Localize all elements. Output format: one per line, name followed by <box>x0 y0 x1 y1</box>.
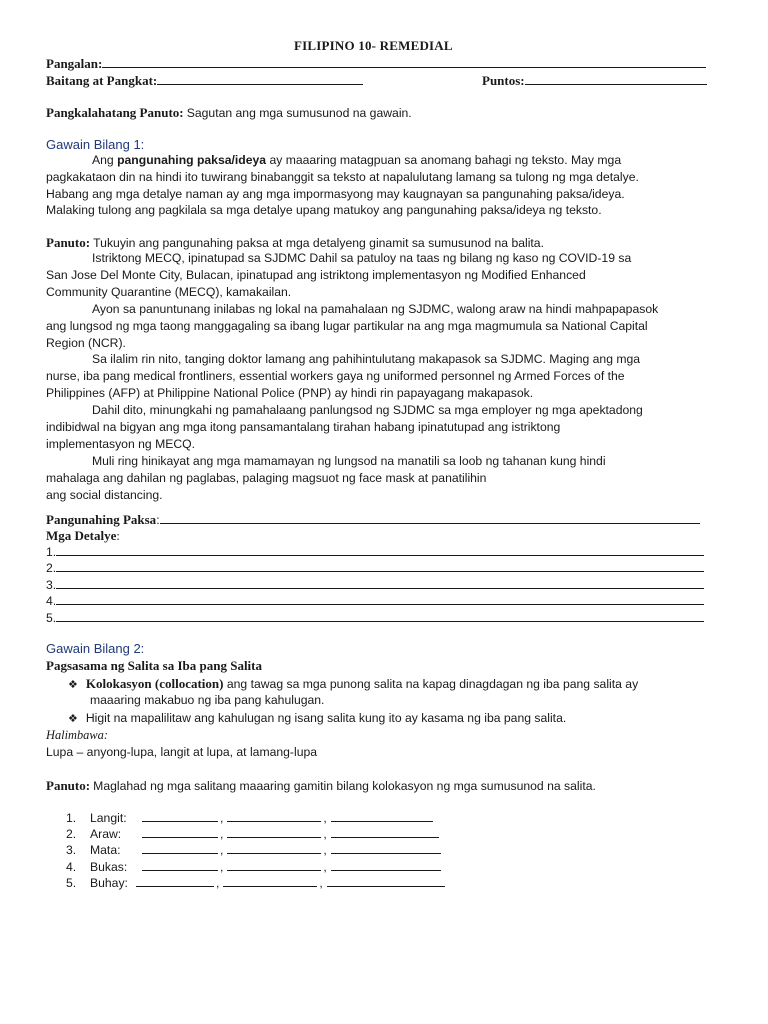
separator-comma: , <box>323 827 327 842</box>
intro-line: pagkakataon din na hindi ito tuwirang binabanggit sa teksto at napalulutang lamang sa tulong ng mga detalye. <box>46 169 639 184</box>
article-line: indibidwal na bigyan ang mga itong pansamantalang tirahan habang ipinatutupad ang istriktong <box>46 420 561 435</box>
collocation-blank[interactable] <box>142 843 218 854</box>
item-number: 4. <box>66 859 77 874</box>
item-number: 3. <box>66 843 77 858</box>
collocation-blank[interactable] <box>331 827 439 838</box>
detail-number: 4. <box>46 594 57 609</box>
name-label: Pangalan: <box>46 56 103 71</box>
activity1-heading: Gawain Bilang 1: <box>46 137 145 152</box>
detail-answer-row <box>46 593 704 608</box>
collocation-blank[interactable] <box>327 876 445 887</box>
bullet-item <box>68 676 638 692</box>
main-topic-colon: : <box>156 513 160 527</box>
item-number: 5. <box>66 875 77 890</box>
separator-comma: , <box>220 859 224 874</box>
collocation-item <box>66 860 441 874</box>
detail-number: 1. <box>46 545 57 559</box>
score-input-line[interactable] <box>525 73 707 85</box>
diamond-bullet-icon: ❖ <box>68 713 78 725</box>
activity1-intro <box>46 152 722 219</box>
article-line: Muli ring hinikayat ang mga mamamayan ng lungsod na manatili sa loob ng tahanan kung hindi <box>92 453 606 468</box>
detail-number: 5. <box>46 610 57 625</box>
example-label: Halimbawa: <box>46 728 108 742</box>
grade-input-line[interactable] <box>157 73 363 85</box>
collocation-item <box>66 843 441 857</box>
separator-comma: , <box>323 859 327 874</box>
detail-answer-row <box>46 577 704 592</box>
detail-answer-line[interactable] <box>56 577 704 589</box>
collocation-blank[interactable] <box>227 827 321 838</box>
article-line: Region (NCR). <box>46 335 126 350</box>
detail-answer-row <box>46 544 704 559</box>
collocation-term: Kolokasyon (collocation) <box>85 676 224 691</box>
example-text: Lupa – anyong-lupa, langit at lupa, at lamang-lupa <box>46 745 318 759</box>
page-title: FILIPINO 10- REMEDIAL <box>294 38 453 53</box>
main-topic-answer-line[interactable] <box>160 512 700 524</box>
article-line: Sa ilalim rin nito, tanging doktor lamang ang pahihintulutang makapasok sa SJDMC. Maging ang mga <box>92 352 641 367</box>
collocation-item <box>66 811 433 825</box>
item-word: Bukas: <box>90 859 128 874</box>
intro-line-1 <box>46 152 722 169</box>
activity2-heading: Gawain Bilang 2: <box>46 641 145 656</box>
collocation-item <box>66 876 445 890</box>
bullet1-text: ang tawag sa mga punong salita na kapag dinagdagan ng iba pang salita ay <box>226 677 639 691</box>
activity1-instruction <box>46 235 544 251</box>
bullet2-text: Higit na mapalilitaw ang kahulugan ng isang salita kung ito ay kasama ng iba pang salita. <box>85 711 567 725</box>
separator-comma: , <box>216 875 220 890</box>
collocation-blank[interactable] <box>142 811 218 822</box>
name-input-line[interactable] <box>102 56 706 68</box>
article-line: Dahil dito, minungkahi ng pamahalaang panlungsod ng SJDMC sa mga employer ng mga apektadong <box>92 403 643 418</box>
detail-answer-line[interactable] <box>56 560 704 572</box>
grade-label: Baitang at Pangkat: <box>46 73 158 88</box>
detail-answer-row <box>46 560 704 575</box>
diamond-bullet-icon: ❖ <box>68 679 78 691</box>
article-line: Ayon sa panuntunang inilabas ng lokal na pamahalaan ng SJDMC, walong araw na hindi mahpapapasok <box>92 301 659 316</box>
intro-line: Habang ang mga detalye naman ay ang mga impormasyong may kaugnayan sa pangunahing paksa/ideya. <box>46 186 625 201</box>
main-topic-row <box>46 512 700 528</box>
collocation-blank[interactable] <box>136 876 214 887</box>
intro-line: Malaking tulong ang pagkilala sa mga detalye upang matukoy ang pangunahing paksa/ideya ng teksto. <box>46 203 602 218</box>
item-word: Araw: <box>90 827 122 842</box>
separator-comma: , <box>220 811 224 825</box>
activity2-subheading: Pagsasama ng Salita sa Iba pang Salita <box>46 658 262 673</box>
separator-comma: , <box>323 843 327 858</box>
article-line: implementasyon ng MECQ. <box>46 436 196 451</box>
detail-answer-line[interactable] <box>56 544 704 556</box>
collocation-blank[interactable] <box>142 827 218 838</box>
article-line: ang lungsod ng mga taong manggagaling sa ibang lugar partikular na ang mga magmumula sa National Capital <box>46 318 648 333</box>
collocation-blank[interactable] <box>331 843 441 854</box>
article-line: San Jose Del Monte City, Bulacan, ipinatupad ang istriktong implementasyon ng Modified Enhanced <box>46 267 586 282</box>
article-line: mahalaga ang dahilan ng paglabas, palaging magsuot ng face mask at panatilihin <box>46 470 487 485</box>
instruction-label: Panuto: <box>46 235 91 250</box>
details-colon: : <box>116 529 120 543</box>
collocation-blank[interactable] <box>331 811 433 822</box>
instruction-label: Panuto: <box>46 778 91 793</box>
collocation-item <box>66 827 439 841</box>
detail-answer-line[interactable] <box>56 593 704 605</box>
separator-comma: , <box>220 827 224 842</box>
intro-lead: Ang <box>92 153 114 167</box>
detail-answer-line[interactable] <box>56 610 704 622</box>
article-line: Istriktong MECQ, ipinatupad sa SJDMC Dahil sa patuloy na taas ng bilang ng kaso ng COVID-19 sa <box>92 251 632 265</box>
article-line: nurse, iba pang medical frontliners, essential workers gaya ng uniformed personnel ng Armed Forces of the <box>46 369 625 384</box>
activity2-instruction <box>46 778 596 794</box>
bullet1-continuation: maaaring makabuo ng iba pang kahulugan. <box>90 693 325 707</box>
collocation-blank[interactable] <box>227 843 321 854</box>
details-heading-row <box>46 528 120 544</box>
grade-row <box>46 73 363 89</box>
item-word: Buhay: <box>90 875 128 890</box>
score-row <box>482 73 707 89</box>
collocation-blank[interactable] <box>331 860 441 871</box>
name-row <box>46 56 706 72</box>
item-word: Langit: <box>90 811 127 825</box>
instruction-text: Maglahad ng mga salitang maaaring gamitin bilang kolokasyon ng mga sumusunod na salita. <box>93 779 596 793</box>
intro-bold-term: pangunahing paksa/ideya <box>117 153 267 167</box>
article-line: Community Quarantine (MECQ), kamakailan. <box>46 284 292 299</box>
score-label: Puntos: <box>482 73 525 88</box>
intro-rest: ay maaaring matagpuan sa anomang bahagi ng teksto. May mga <box>269 153 622 167</box>
collocation-blank[interactable] <box>223 876 317 887</box>
item-number: 1. <box>66 811 77 825</box>
main-topic-label: Pangunahing Paksa <box>46 512 157 527</box>
details-label: Mga Detalye <box>46 528 117 543</box>
detail-answer-row <box>46 610 704 625</box>
general-instructions <box>46 105 412 121</box>
general-instructions-text: Sagutan ang mga sumusunod na gawain. <box>186 106 412 120</box>
bullet-item <box>68 711 566 725</box>
detail-number: 3. <box>46 577 57 592</box>
collocation-blank[interactable] <box>227 811 321 822</box>
separator-comma: , <box>323 811 327 825</box>
news-article <box>46 250 722 504</box>
item-number: 2. <box>66 827 77 842</box>
article-line: Philippines (AFP) at Philippine National Police (PNP) ay hindi rin papayagang makapasok. <box>46 386 534 401</box>
separator-comma: , <box>319 875 323 890</box>
detail-number: 2. <box>46 561 57 576</box>
article-line: ang social distancing. <box>46 487 163 502</box>
separator-comma: , <box>220 843 224 858</box>
general-instructions-label: Pangkalahatang Panuto: <box>46 105 184 120</box>
collocation-blank[interactable] <box>142 860 218 871</box>
item-word: Mata: <box>90 843 121 858</box>
collocation-blank[interactable] <box>227 860 321 871</box>
instruction-text: Tukuyin ang pangunahing paksa at mga detalyeng ginamit sa sumusunod na balita. <box>93 236 544 250</box>
